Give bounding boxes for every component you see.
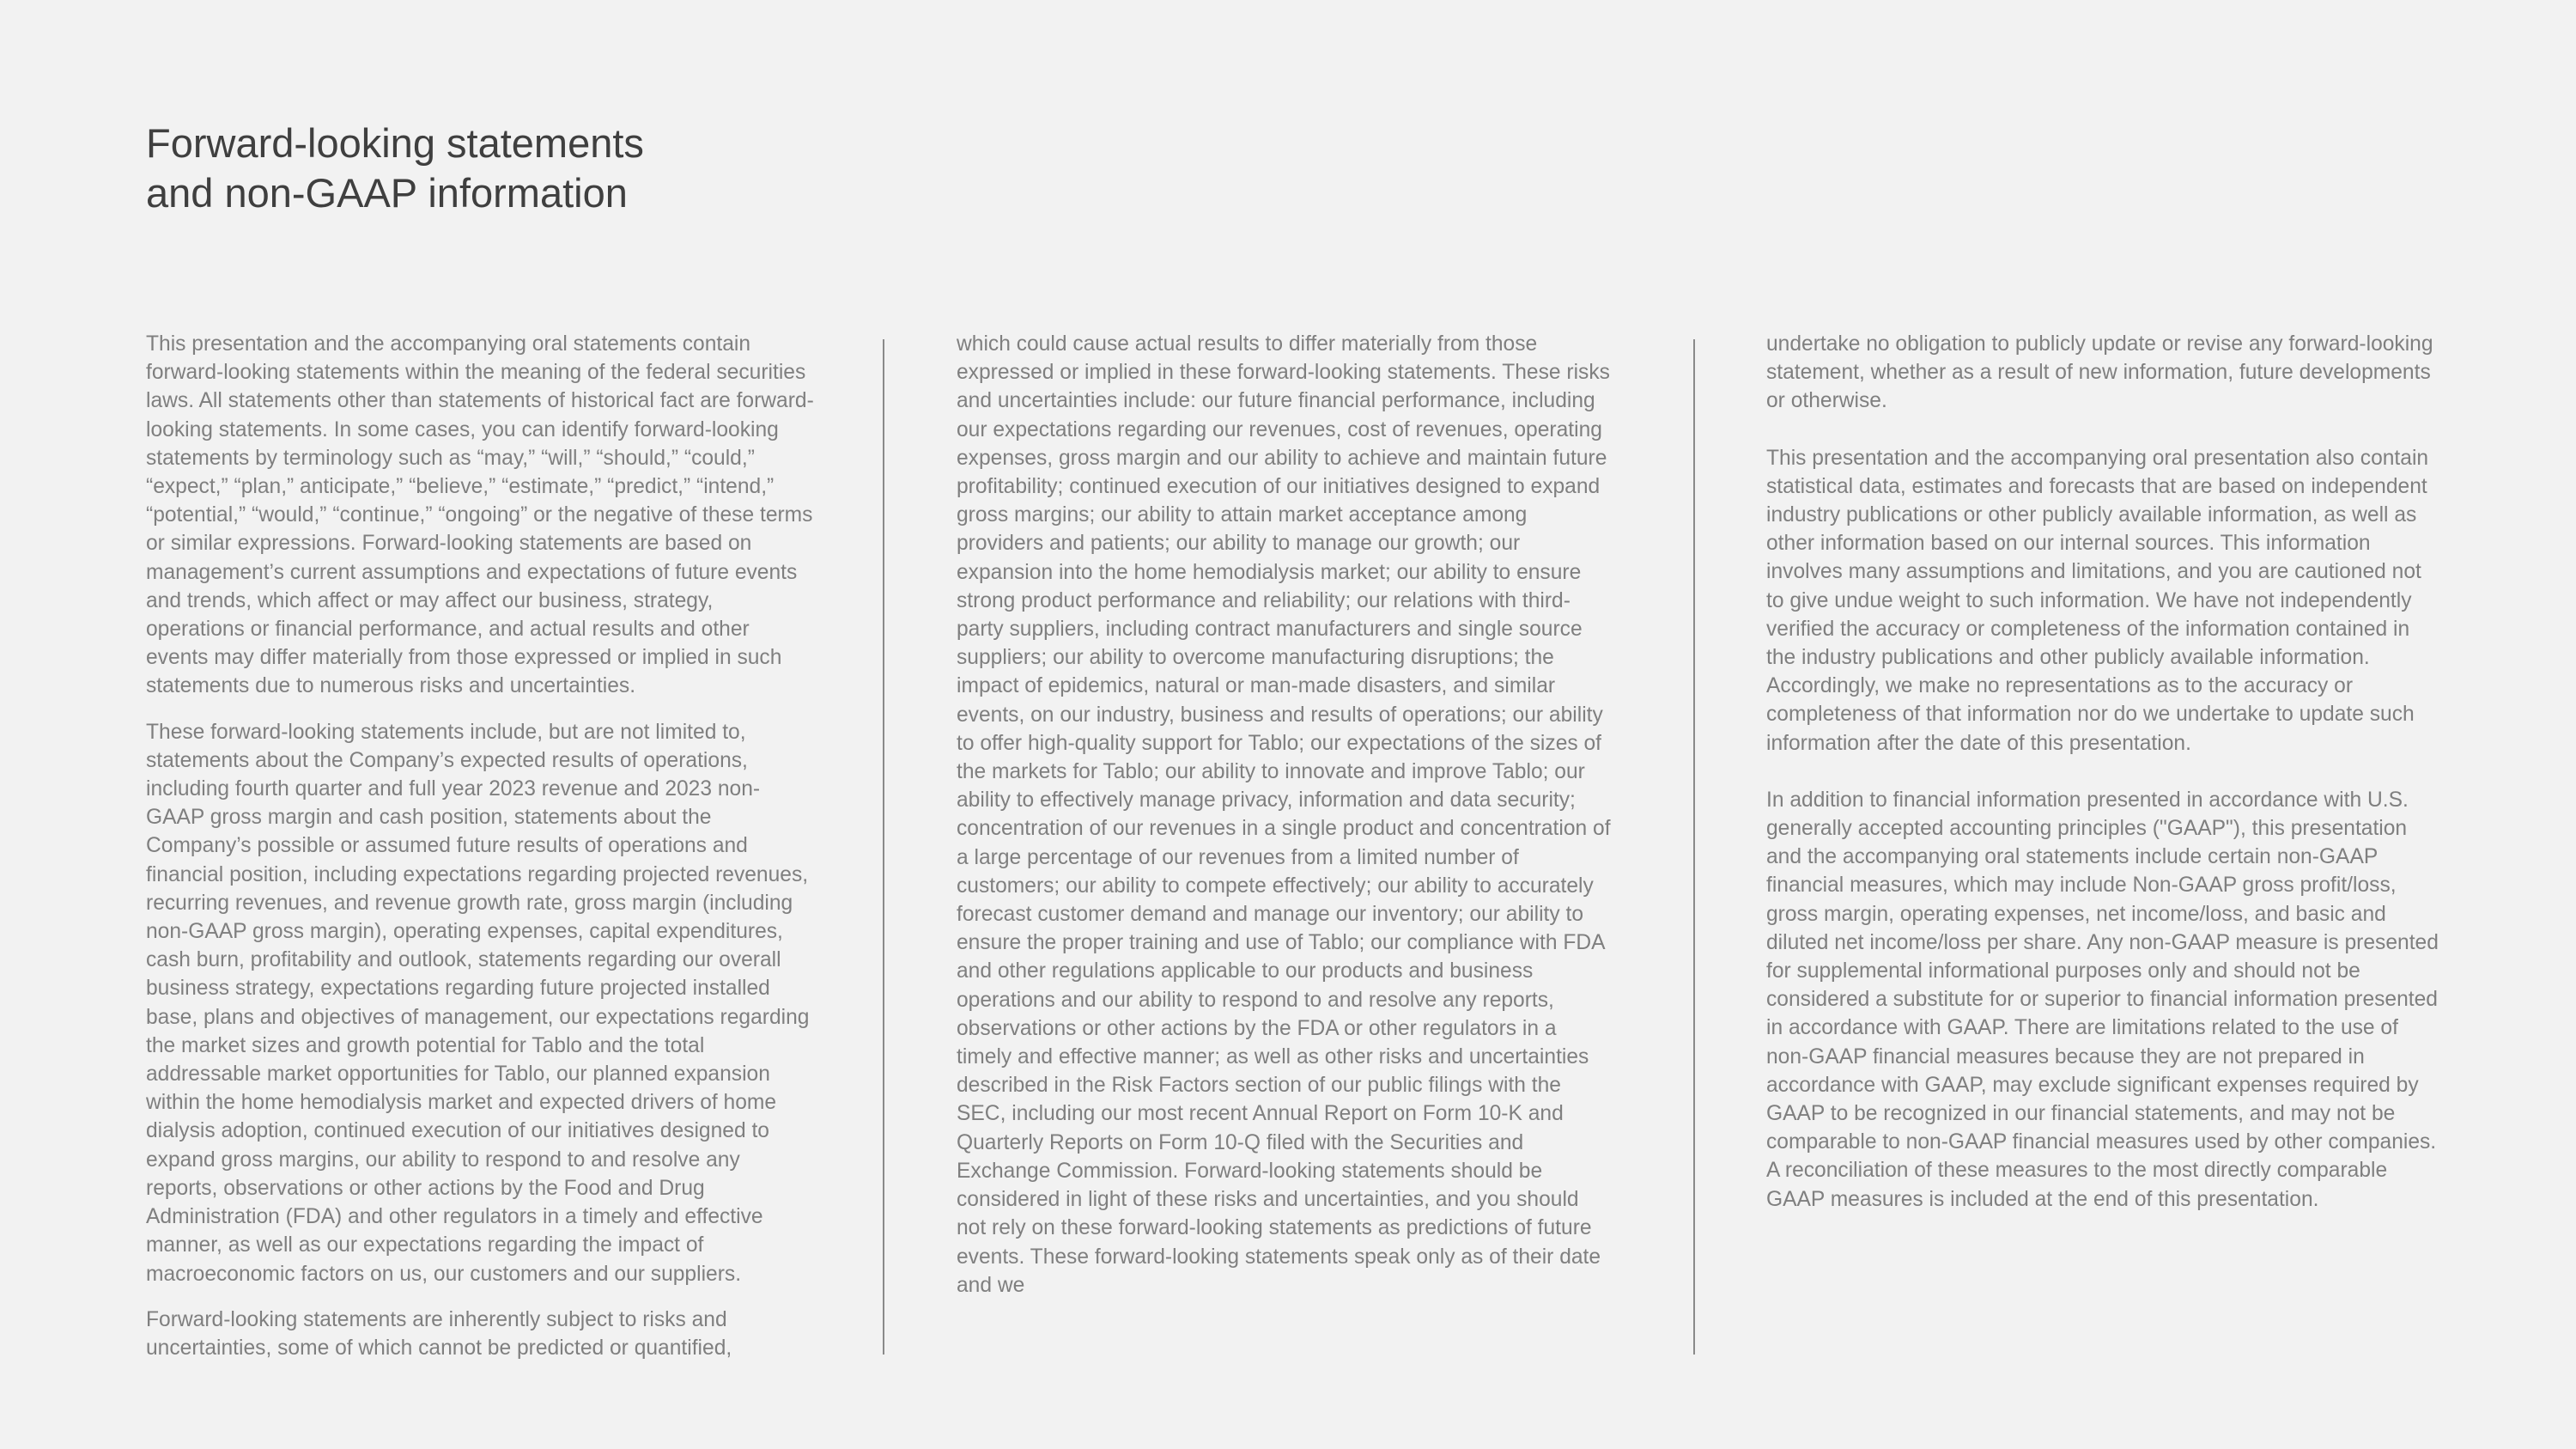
paragraph-forward-looking-includes: These forward-looking statements include, but are not limited to, statements about the Company’s expected results of operations, including fourth quarter and full year 2023 revenue and 2023 non-GAAP gross margin and cash position, statements about the Company’s possible or assumed future results of operations and financial position, including expectations regarding projected revenues, recurring revenues, and revenue growth rate, gross margin (including non-GAAP gross margin), operating expenses, capital expenditures, cash burn, profitability and outlook, statements regarding our overall business strategy, expectations regarding future projected installed base, plans and objectives of management, our expectations regarding the market sizes and growth potential for Tablo and the total addressable market opportunities for Tablo, our planned expansion within the home hemodialysis market and expected drivers of home dialysis adoption, continued execution of our initiatives designed to expand gross margins, our ability to respond to and resolve any reports, observations or other actions by the Food and Drug Administration (FDA) and other regulators in a timely and effective manner, as well as our expectations regarding the impact of macroeconomic factors on us, our customers and our suppliers.: [146, 720, 810, 1286]
page-title: [146, 119, 644, 218]
column-divider: [1693, 339, 1695, 1355]
text-column-3: [1766, 330, 2439, 1214]
column-divider: [883, 339, 884, 1355]
page-title-line-1: Forward-looking statements: [146, 120, 644, 166]
paragraph-risks-intro: Forward-looking statements are inherently subject to risks and uncertainties, some of which cannot be predicted or quantified,: [146, 1307, 732, 1360]
paragraph-statistical-data: This presentation and the accompanying oral presentation also contain statistical data, estimates and forecasts that are based on independent industry publications or other publicly available information, as well as other information based on our internal sources. This information involves many assumptions and limitations, and you are cautioned not to give undue weight to such information. We have not independently verified the accuracy or completeness of the information contained in the industry publications and other publicly available information. Accordingly, we make no representations as to the accuracy or completeness of that information nor do we undertake to update such information after the date of this presentation.: [1766, 446, 2429, 755]
text-column-2: [957, 330, 1613, 1300]
paragraph-risks-list: which could cause actual results to differ materially from those expressed or implied in these forward-looking statements. These risks and uncertainties include: our future financial performance, including our expectations regarding our revenues, cost of revenues, operating expenses, gross margin and our ability to achieve and maintain future profitability; continued execution of our initiatives designed to expand gross margins; our ability to attain market acceptance among providers and patients; our ability to manage our growth; our expansion into the home hemodialysis market; our ability to ensure strong product performance and reliability; our relations with third-party suppliers, including contract manufacturers and single source suppliers; our ability to overcome manufacturing disruptions; the impact of epidemics, natural or man-made disasters, and similar events, on our industry, business and results of operations; our ability to offer high-quality support for Tablo; our expectations of the sizes of the markets for Tablo; our ability to innovate and improve Tablo; our ability to effectively manage privacy, information and data security; concentration of our revenues in a single product and concentration of a large percentage of our revenues from a limited number of customers; our ability to compete effectively; our ability to accurately forecast customer demand and manage our inventory; our ability to ensure the proper training and use of Tablo; our compliance with FDA and other regulations applicable to our products and business operations and our ability to respond to and resolve any reports, observations or other actions by the FDA or other regulators in a timely and effective manner; as well as other risks and uncertainties described in the Risk Factors section of our public filings with the SEC, including our most recent Annual Report on Form 10-K and Quarterly Reports on Form 10-Q filed with the Securities and Exchange Commission. Forward-looking statements should be considered in light of these risks and uncertainties, and you should not rely on these forward-looking statements as predictions of future events. These forward-looking statements speak only as of their date and we: [957, 332, 1611, 1297]
paragraph-no-obligation: undertake no obligation to publicly update or revise any forward-looking statement, whether as a result of new information, future developments or otherwise.: [1766, 332, 2433, 413]
paragraph-non-gaap: In addition to financial information presented in accordance with U.S. generally accepted accounting principles ("GAAP"), this presentation and the accompanying oral statements include certain non-GAAP financial measures, which may include Non-GAAP gross profit/loss, gross margin, operating expenses, net income/loss, and basic and diluted net income/loss per share. Any non-GAAP measure is presented for supplemental informational purposes only and should not be considered a substitute for or superior to financial information presented in accordance with GAAP. There are limitations related to the use of non-GAAP financial measures because they are not prepared in accordance with GAAP, may exclude significant expenses required by GAAP to be recognized in our financial statements, and may not be comparable to non-GAAP financial measures used by other companies. A reconciliation of these measures to the most directly comparable GAAP measures is included at the end of this presentation.: [1766, 788, 2439, 1211]
paragraph-forward-looking-intro: This presentation and the accompanying oral statements contain forward-looking statements within the meaning of the federal securities laws. All statements other than statements of historical fact are forward-looking statements. In some cases, you can identify forward-looking statements by terminology such as “may,” “will,” “should,” “could,” “expect,” “plan,” anticipate,” “believe,” “estimate,” “predict,” “intend,” “potential,” “would,” “continue,” “ongoing” or the negative of these terms or similar expressions. Forward-looking statements are based on management’s current assumptions and expectations of future events and trends, which affect or may affect our business, strategy, operations or financial performance, and actual results and other events may differ materially from those expressed or implied in such statements due to numerous risks and uncertainties.: [146, 332, 814, 698]
text-column-1: [146, 330, 814, 1362]
page-title-line-2: and non-GAAP information: [146, 170, 628, 216]
